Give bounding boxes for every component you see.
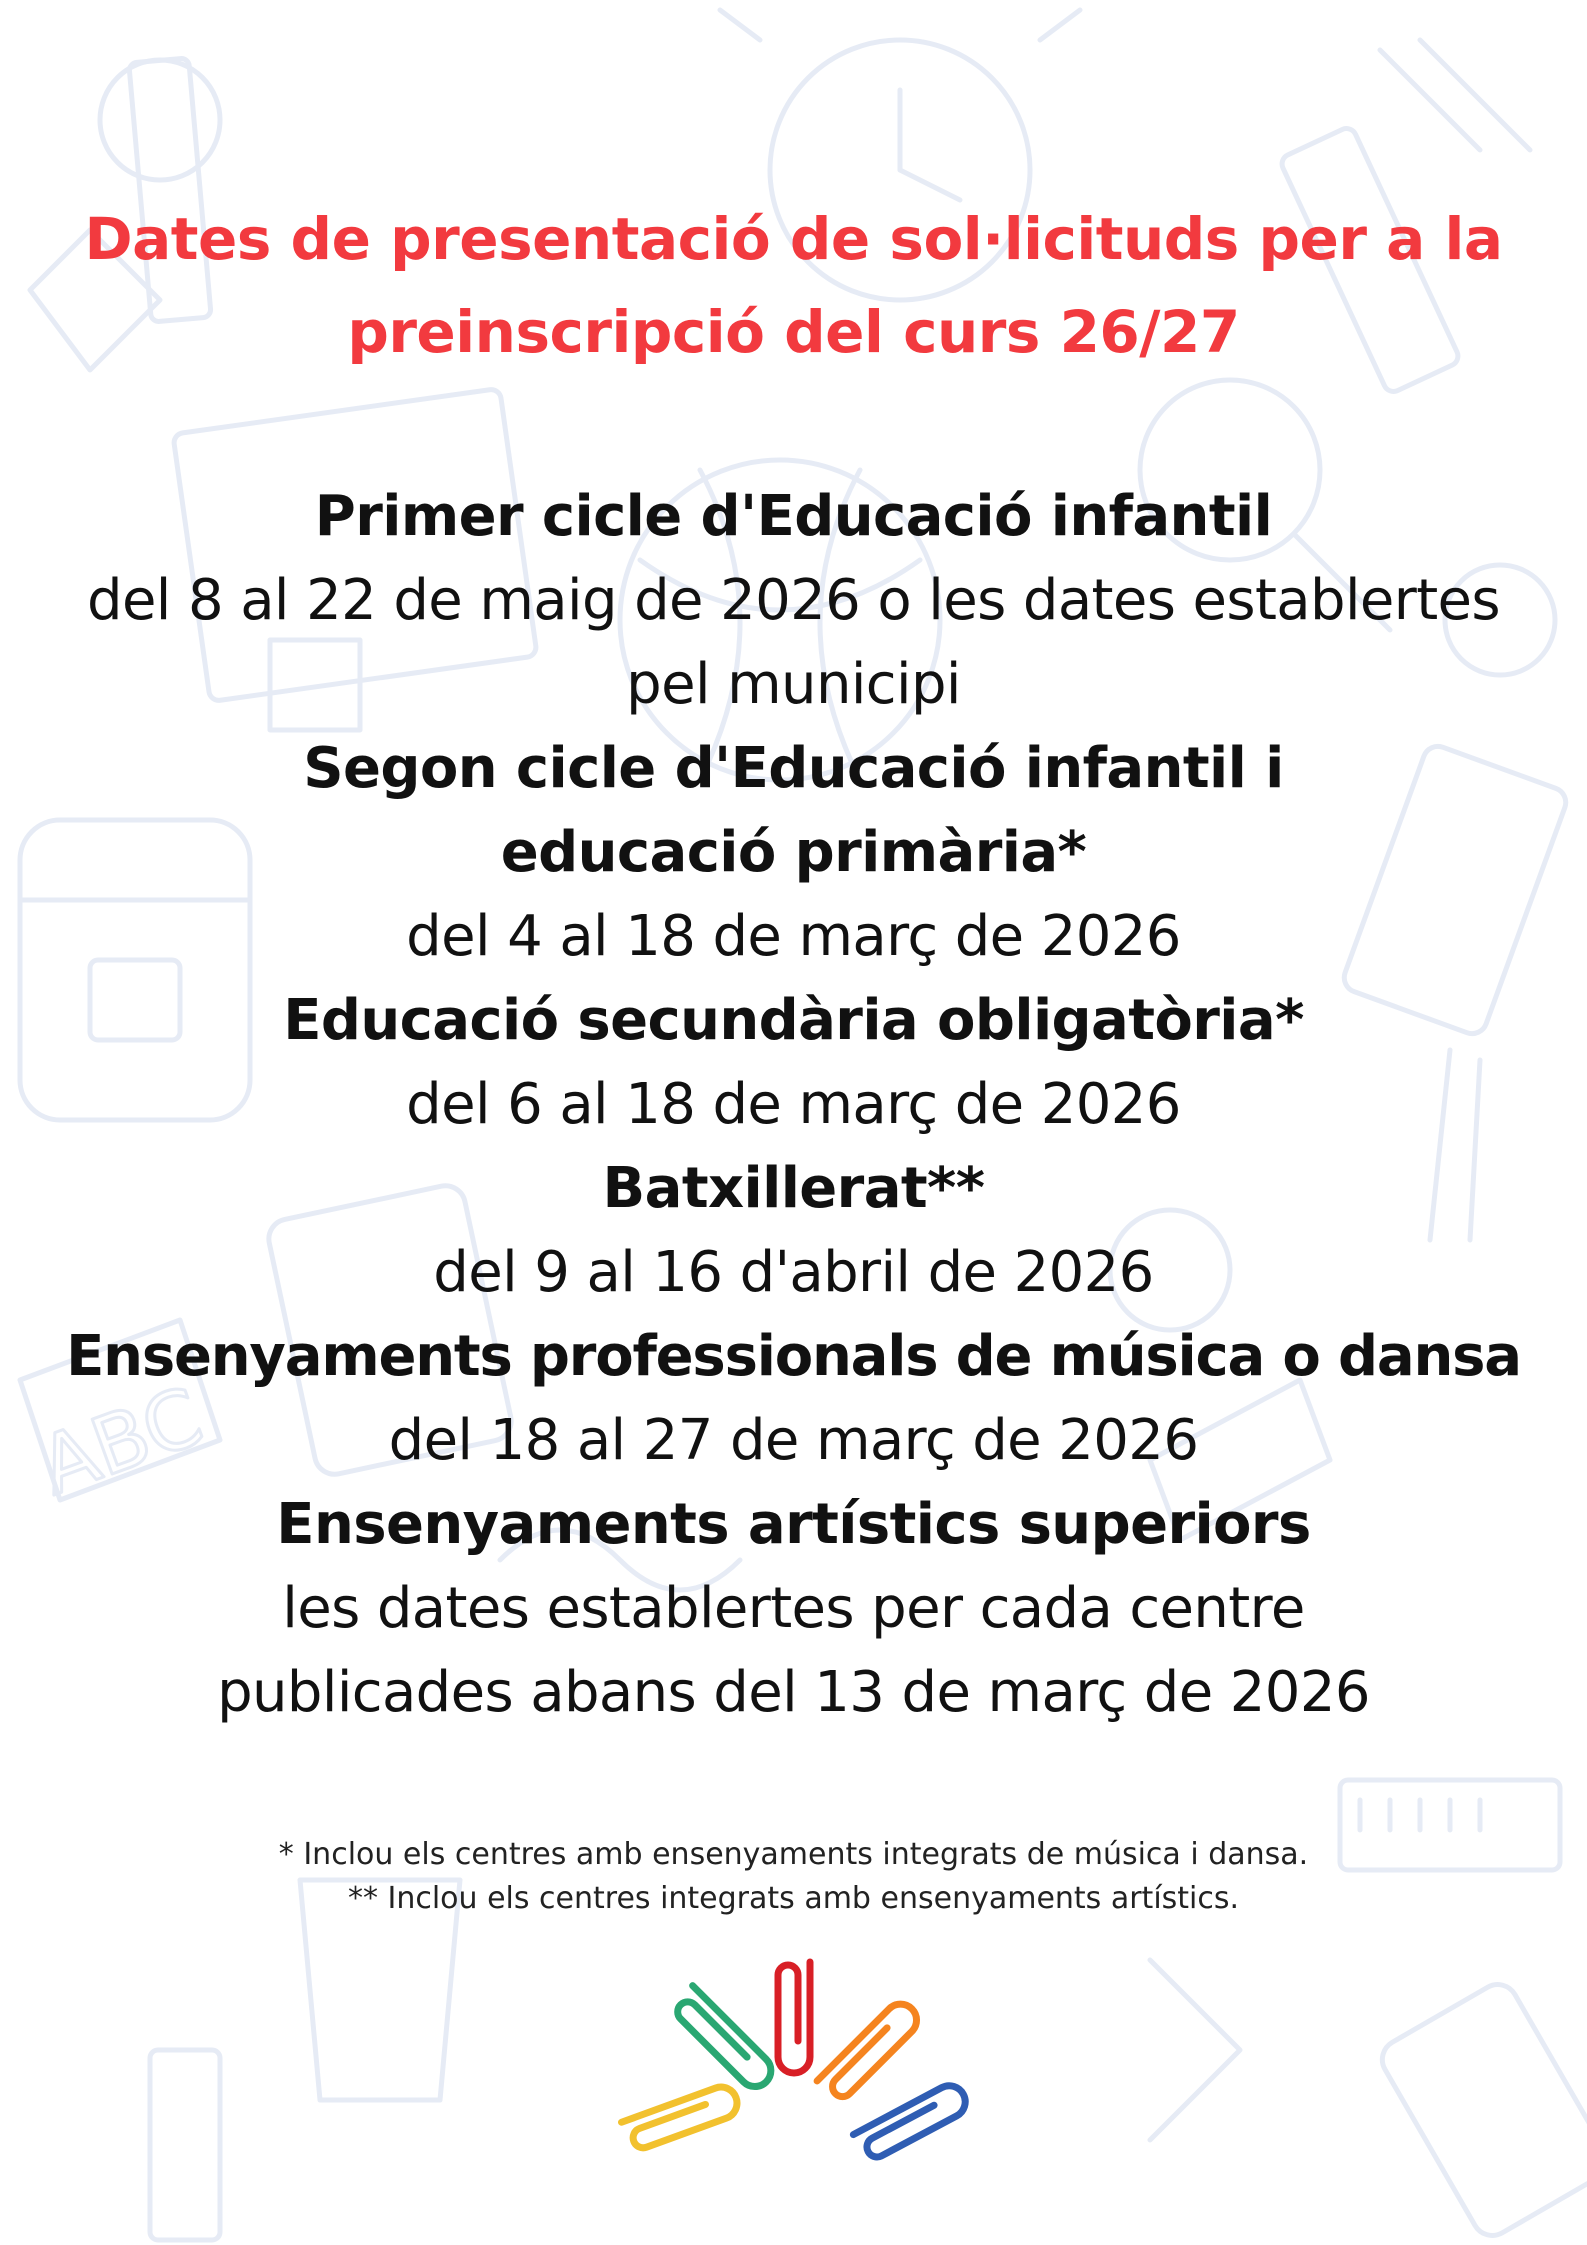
section-heading: Ensenyaments professionals de música o dansa xyxy=(66,1324,1521,1389)
footnote: * Inclou els centres amb ensenyaments integrats de música i dansa. xyxy=(278,1837,1309,1872)
section-dates: del 9 al 16 d'abril de 2026 xyxy=(433,1240,1154,1305)
section-heading: Segon cicle d'Educació infantil i educació primària* xyxy=(303,736,1284,885)
section-heading: Educació secundària obligatòria* xyxy=(283,988,1304,1053)
section-primer-cicle-infantil xyxy=(40,475,1547,727)
svg-text:ABC: ABC xyxy=(27,1369,214,1514)
section-heading: Primer cicle d'Educació infantil xyxy=(314,484,1273,549)
paperclip-green-icon xyxy=(670,1986,777,2093)
section-dates: del 18 al 27 de març de 2026 xyxy=(388,1408,1199,1473)
paperclip-red-icon xyxy=(778,1962,810,2073)
section-dates: del 4 al 18 de març de 2026 xyxy=(406,904,1181,969)
section-batxillerat xyxy=(40,1147,1547,1315)
page-title: Dates de presentació de sol·licituds per a la preinscripció del curs 26/27 xyxy=(84,205,1503,366)
paperclip-orange-icon xyxy=(817,1998,923,2104)
section-dates: del 6 al 18 de març de 2026 xyxy=(406,1072,1181,1137)
section-segon-cicle-infantil-primaria xyxy=(40,727,1547,979)
paperclips-logo xyxy=(590,1955,1010,2165)
section-heading: Ensenyaments artístics superiors xyxy=(276,1492,1311,1557)
section-artistics-superiors xyxy=(40,1483,1547,1735)
paperclip-blue-icon xyxy=(853,2080,970,2163)
section-musica-dansa xyxy=(40,1315,1547,1483)
section-eso xyxy=(40,979,1547,1147)
footnotes xyxy=(100,1833,1487,1921)
section-dates: les dates establertes per cada centre publicades abans del 13 de març de 2026 xyxy=(217,1576,1370,1725)
footnote: ** Inclou els centres integrats amb ensenyaments artístics. xyxy=(347,1881,1240,1916)
section-heading: Batxillerat** xyxy=(602,1156,985,1221)
paperclip-yellow-icon xyxy=(622,2083,742,2153)
section-dates: del 8 al 22 de maig de 2026 o les dates establertes pel municipi xyxy=(87,568,1500,717)
schedule-list xyxy=(40,475,1547,1735)
